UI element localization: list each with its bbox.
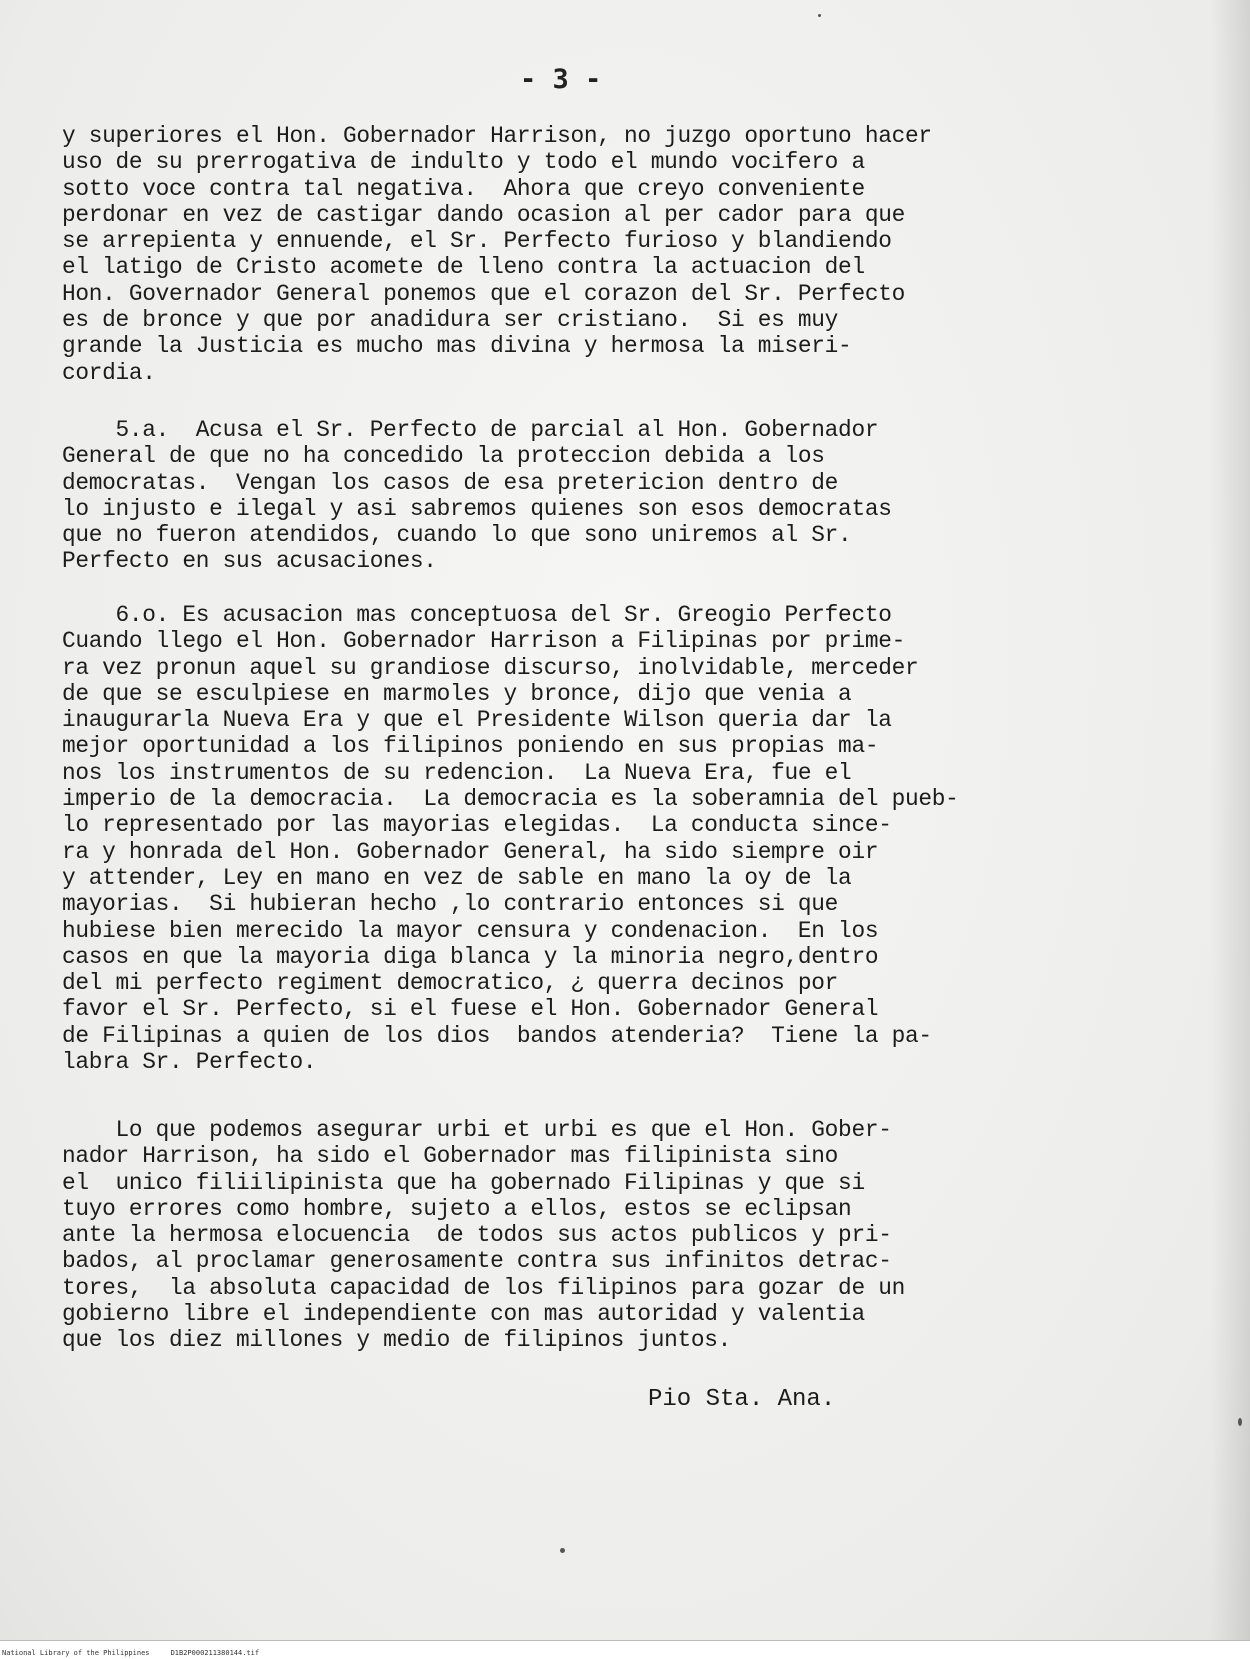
page-number: - 3 -: [520, 64, 602, 95]
paragraph-1: y superiores el Hon. Gobernador Harrison, no juzgo oportuno hacer uso de su prerrogativa de indulto y todo el mundo vocifero a sotto voce contra tal negativa. Ahora que creyo conveniente perdonar en vez de castigar dando ocasion al per cador para que se arrepienta y ennuende, el Sr. Perfecto furioso y blandiendo el latigo de Cristo acomete de lleno contra la actuacion del Hon. Governador General ponemos que el corazon del Sr. Perfecto es de bronce y que por anadidura ser cristiano. Si es muy grande la Justicia es mucho mas divina y hermosa la miseri- cordia.: [62, 123, 932, 386]
dust-speck: [1238, 1418, 1242, 1426]
signature: Pio Sta. Ana.: [648, 1386, 836, 1413]
paragraph-3: 6.o. Es acusacion mas conceptuosa del Sr. Greogio Perfecto Cuando llego el Hon. Gobernador Harrison a Filipinas por prime- ra vez pronun aquel su grandiose discurso, inolvidable, merceder de que se esculpiese en marmoles y bronce, dijo que venia a inaugurarla Nueva Era y que el Presidente Wilson queria dar la mejor oportunidad a los filipinos poniendo en sus propias ma- nos los instrumentos de su redencion. La Nueva Era, fue el imperio de la democracia. La democracia es la soberamnia del pueb- lo representado por las mayorias elegidas. La conducta since- ra y honrada del Hon. Gobernador General, ha sido siempre oir y attender, Ley en mano en vez de sable en mano la oy de la mayorias. Si hubieran hecho ,lo contrario entonces si que hubiese bien merecido la mayor censura y condenacion. En los casos en que la mayoria diga blanca y la minoria negro,dentro del mi perfecto regiment democratico, ¿ querra decinos por favor el Sr. Perfecto, si el fuese el Hon. Gobernador General de Filipinas a quien de los dios bandos atenderia? Tiene la pa- labra Sr. Perfecto.: [62, 602, 959, 1076]
dust-speck: [560, 1548, 565, 1553]
paragraph-2: 5.a. Acusa el Sr. Perfecto de parcial al Hon. Gobernador General de que no ha concedido la proteccion debida a los democratas. Vengan los casos de esa pretericion dentro de lo injusto e ilegal y asi sabremos quienes son esos democratas que no fueron atendidos, cuando lo que sono uniremos al Sr. Perfecto en sus acusaciones.: [62, 417, 892, 575]
scan-footer: National Library of the Philippines D1B2P000211380144.tif: [2, 1649, 260, 1657]
page-shadow: [1210, 0, 1250, 1640]
paragraph-4: Lo que podemos asegurar urbi et urbi es que el Hon. Gober- nador Harrison, ha sido el Gobernador mas filipinista sino el unico filiilipinista que ha gobernado Filipinas y que si tuyo errores como hombre, sujeto a ellos, estos se eclipsan ante la hermosa elocuencia de todos sus actos publicos y pri- bados, al proclamar generosamente contra sus infinitos detrac- tores, la absoluta capacidad de los filipinos para gozar de un gobierno libre el independiente con mas autoridad y valentia que los diez millones y medio de filipinos juntos.: [62, 1117, 905, 1354]
dust-speck: [818, 14, 821, 17]
